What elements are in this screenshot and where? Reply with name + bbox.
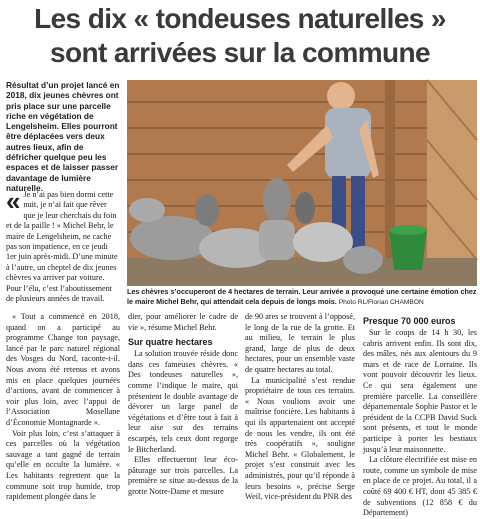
lede-paragraph: Résultat d’un projet lancé en 2018, dix jeunes chèvres ont pris place sur une parcelle riche en végétation de Lengelsheim. Elles pourront être déplacées vers deux autres lieux, afin de défricher quelque peu les espaces et de laisser passer davantage de lumière naturelle. <box>6 80 120 193</box>
column-3-paragraph-1: de 90 ares se trouvent à l’opposé, le long de la rue de la grotte. Et au milieu, le terrain le plus grand, large de plus de deux hectares, pour un ensemble vaste de quatre hectares au total. <box>245 312 355 374</box>
column-2-paragraph-3: Elles effectueront leur éco-pâturage sur trois parcelles. La première se situe au-dessus de la grotte Notre-Dame et mesure <box>128 455 238 496</box>
column-1 <box>6 312 120 502</box>
intro-text: Je n’ai pas bien dormi cette nuit, je n’ai fait que rêver que je leur cherchais du foin et de la paille ! » Michel Behr, le maire de Lengelsheim, ne cache pas son impatience, en ce jeudi 1er juin après-midi. D’une minute à l’autre, un cheptel de dix jeunes chèvres va arriver par voiture. Pour l’élu, c’est l’aboutissement de plusieurs années de travail. <box>6 190 118 304</box>
subhead-sur-quatre-hectares: Sur quatre hectares <box>128 337 213 348</box>
column-1-paragraph-1: « Tout a commencé en 2018, quand on a participé au programme Change ton paysage, lancé par le parc naturel régional des Vosges du Nord, raconte-t-il. Nous avons été retenus et avons mis en place quelques journées d’actions, avant de commencer à voir plus loin, avec l’appui de l’Association Mosellane d’Économie Montagnarde ». <box>6 312 120 427</box>
photo-caption <box>127 287 477 309</box>
subhead-presque-70000-euros: Presque 70 000 euros <box>363 316 456 326</box>
column-2-paragraph-2: La solution trouvée réside donc dans ces fameuses chèvres. « Des tondeuses naturelles », comme l’indique le maire, qui présentent le double avantage de dévorer un large panel de végétations et d’être tout à fait à leur aise sur des terrains escarpés, tels ceux dont regorge le Bitcherland. <box>128 349 238 454</box>
column-2 <box>128 312 238 496</box>
photo-credit: Photo RL/Florian CHAMBON <box>338 298 424 306</box>
intro-paragraph <box>6 186 120 304</box>
caption-text: Les chèvres s’occuperont de 4 hectares de terrain. Leur arrivée a provoqué une certaine émotion chez le maire Michel Behr, qui attendait cela depuis de longs mois. <box>127 287 477 306</box>
column-3 <box>245 312 355 502</box>
column-4-paragraph-1: Sur le coups de 14 h 30, les cabris arrivent enfin. Ils sont dix, des mâles, nés aux alentours du 9 mars et de race de Lorraine. Ils vont pouvoir découvrir les lieux. Ce qui sera également une première parcelle. La conseillère départementale Sophie Pastor et le président de la CCPB David Suck sont présents, et tout le monde participe à porter les bestiaux jusqu’à leur maisonnette. <box>363 328 477 454</box>
column-3-paragraph-2: La municipalité s’est rendue propriétaire de tous ces terrains. « Nous voulions avoir une maîtrise foncière. Les habitants à qui ils appartenaient ont accepté de nous les vendre, ils ont été très coopératifs », souligne Michel Behr. « Globalement, le projet s’est construit avec les administrés, pour qu’il réponde à leurs besoins », précise Serge Weil, vice-président du PNR des <box>245 375 355 502</box>
column-2-paragraph-1: dier, pour améliorer le cadre de vie », résume Michel Behr. <box>128 312 238 332</box>
column-1-paragraph-2: Voir plus loin, c’est s’attaquer à ces parcelles où la végétation sauvage a tant gagné de terrain qu’elle en occulte la lumière. « Les habitants regrettent que la commune soit trop humide, trop rapidement plongée dans le <box>6 428 120 502</box>
article-photo <box>127 80 477 286</box>
opening-quote-mark: « <box>6 186 21 216</box>
goats-and-man-illustration <box>127 80 477 286</box>
column-4 <box>363 312 477 518</box>
headline: Les dix « tondeuses naturelles » sont arrivées sur la commune <box>34 3 446 68</box>
column-4-paragraph-2: La clôture électrifiée est mise en route, comme un symbole de mise en place de ce projet. Au total, il a coûté 69 400 € HT, dont 45 385 € de subventions (12 858 € du Département) <box>363 455 477 518</box>
